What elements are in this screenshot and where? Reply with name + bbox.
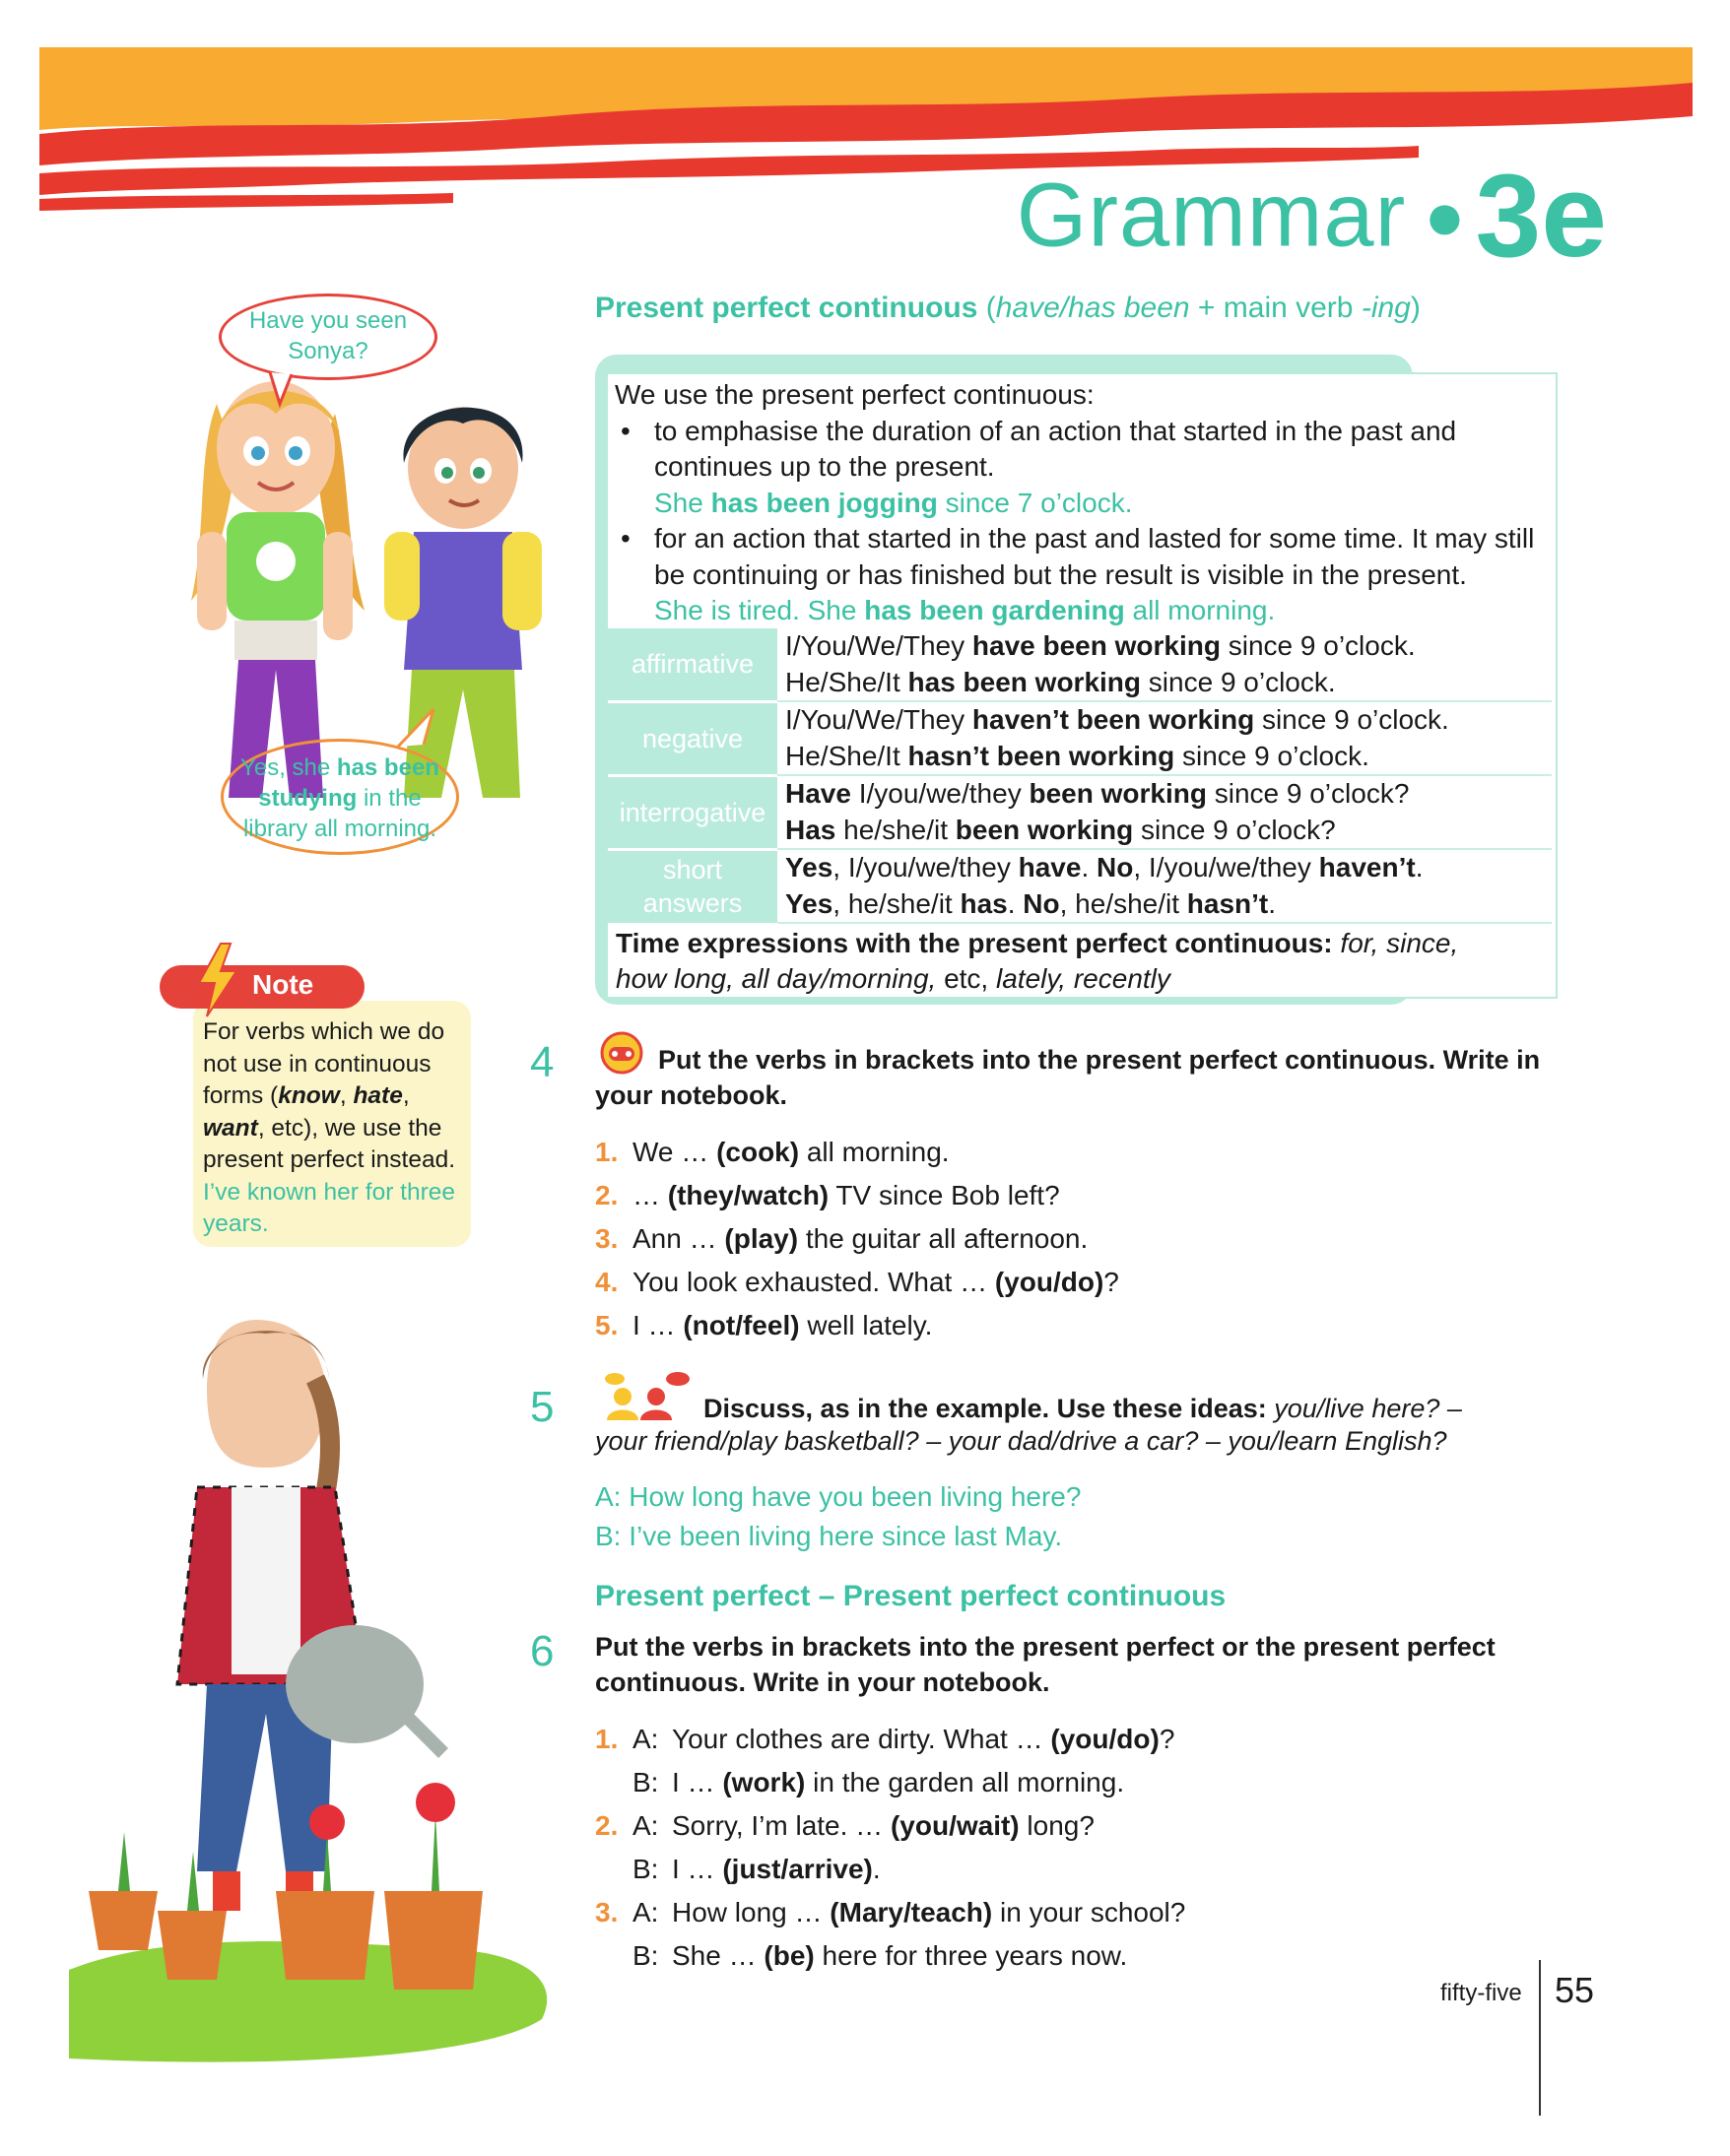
ex6-item-1-speaker: A:: [632, 1724, 659, 1754]
sa2-e: No: [1023, 887, 1060, 919]
ex6-item-1-a: Your clothes are dirty. What …: [672, 1724, 1051, 1754]
grammar-intro: We use the present perfect continuous:: [615, 379, 1095, 410]
negative-line-1: [785, 702, 1552, 739]
ex6-item-2-a: I …: [672, 1767, 723, 1797]
sa1-f: , I/you/we/they: [1133, 852, 1319, 882]
two-kids-illustration: [177, 374, 562, 798]
exercise-6-instruction: Put the verbs in brackets into the present perfect or the present perfect continuous. Write in your notebook.: [595, 1632, 1496, 1697]
short-answer-forms: [777, 849, 1552, 923]
ex4-item-1-c: all morning.: [799, 1137, 950, 1167]
int1-a: Have: [785, 778, 851, 809]
sa2-a: Yes: [785, 887, 833, 919]
list-item: [595, 1174, 1541, 1217]
sa1-g: haven’t: [1318, 852, 1416, 882]
ex4-item-4-c: ?: [1103, 1267, 1119, 1297]
ex6-item-2-speaker: B:: [632, 1767, 659, 1797]
list-item: [595, 1804, 1541, 1848]
ex4-item-1-a: We …: [632, 1137, 717, 1167]
aff1-a: I/You/We/They: [785, 630, 972, 661]
list-item: [595, 1848, 1541, 1891]
label-short-answers: [608, 849, 777, 923]
sa2-d: .: [1007, 887, 1024, 919]
sa2-b: , he/she/it: [832, 887, 961, 919]
label-interrogative: interrogative: [608, 775, 777, 849]
heading-italic: have/has been: [995, 292, 1190, 324]
int2-c: been working: [955, 814, 1134, 845]
ex4-item-2-num: 2.: [595, 1180, 619, 1210]
ex6-item-4-c: .: [872, 1854, 881, 1884]
table-row-interrogative: [608, 775, 1552, 849]
neg1-c: since 9 o’clock.: [1254, 704, 1449, 735]
list-item: [595, 1131, 1541, 1174]
heading-ing: -ing: [1361, 292, 1411, 324]
ex4-item-5-num: 5.: [595, 1310, 619, 1340]
ex4-item-2-c: TV since Bob left?: [829, 1180, 1060, 1210]
ex5-example-b: B: I’ve been living here since last May.: [595, 1521, 1063, 1551]
bubble2-line1: [224, 752, 456, 783]
grammar-uses: [615, 377, 1551, 629]
time-expr-i2: how long, all day/morning,: [616, 963, 937, 994]
neg1-b: haven’t been working: [971, 704, 1255, 735]
ex4-item-4-a: You look exhausted. What …: [632, 1267, 995, 1297]
label-answers: answers: [642, 888, 743, 919]
aff1-b: have been working: [971, 630, 1221, 661]
ex6-item-6-verb: (be): [764, 1940, 815, 1971]
int1-b: I/you/we/they: [850, 778, 1030, 809]
interrogative-line-2: [785, 813, 1552, 849]
bubble2-c: studying: [258, 785, 358, 812]
section-title-word: Grammar: [1016, 164, 1407, 266]
girl-gardening-illustration: [69, 1300, 562, 2068]
ex5-ideas-1: you/live here? –: [1266, 1394, 1462, 1423]
ex4-item-5-c: well lately.: [799, 1310, 933, 1340]
ex6-item-3-verb: (you/wait): [890, 1810, 1020, 1841]
interrogative-forms: [777, 775, 1552, 849]
heading-mid: + main verb: [1189, 292, 1362, 324]
neg2-b: hasn’t been working: [907, 740, 1175, 771]
note-label: Note: [252, 969, 314, 1000]
ex4-item-4-num: 4.: [595, 1267, 619, 1297]
ex6-item-5-speaker: A:: [632, 1897, 659, 1927]
ex4-item-3-a: Ann …: [632, 1223, 725, 1254]
time-expr-i3: lately, recently: [996, 963, 1170, 994]
exercise-6-list: [595, 1718, 1541, 1978]
list-item: [595, 1934, 1541, 1978]
ex6-item-6-c: here for three years now.: [814, 1940, 1128, 1971]
ex4-item-2-a: …: [632, 1180, 668, 1210]
bubble1-tail-icon: [266, 370, 305, 410]
affirmative-forms: [777, 628, 1552, 701]
ex4-item-3-c: the guitar all afternoon.: [798, 1223, 1089, 1254]
use-1-example: [615, 486, 1551, 522]
list-item: [595, 1891, 1541, 1934]
use-2-example: [615, 593, 1551, 629]
ex6-item-1-num: 1.: [595, 1724, 619, 1754]
sa1-e: No: [1097, 852, 1134, 882]
note-word-know: know: [278, 1082, 340, 1109]
sa1-a: Yes: [785, 852, 833, 882]
ex6-item-5-verb: (Mary/teach): [830, 1897, 993, 1927]
ex4-item-3-num: 3.: [595, 1223, 619, 1254]
use-1-example-bold: has been jogging: [710, 487, 938, 518]
ex6-item-3-a: Sorry, I’m late. …: [672, 1810, 891, 1841]
heading-paren-open: (: [977, 292, 996, 324]
table-row-short-answers: [608, 849, 1552, 923]
section-2-heading: Present perfect – Present perfect continuous: [595, 1580, 1227, 1612]
page-number-word: fifty-five: [1440, 1980, 1522, 2006]
exercise-6-number: 6: [530, 1627, 555, 1675]
ex6-item-5-c: in your school?: [992, 1897, 1186, 1927]
ex4-item-5-verb: (not/feel): [683, 1310, 800, 1340]
use-2-example-bold: has been gardening: [864, 595, 1125, 625]
exercise-4-number: 4: [530, 1038, 555, 1086]
ex6-item-1-verb: (you/do): [1050, 1724, 1160, 1754]
neg1-a: I/You/We/They: [785, 704, 972, 735]
use-2-example-post: all morning.: [1124, 595, 1276, 625]
ex6-item-3-c: long?: [1019, 1810, 1095, 1841]
heading-paren-close: ): [1410, 292, 1421, 324]
ex6-item-6-a: She …: [672, 1940, 765, 1971]
lightning-icon: [193, 942, 242, 1018]
affirmative-line-1: [785, 628, 1552, 665]
bubble1-line1: Have you seen: [248, 307, 408, 334]
neg2-a: He/She/It: [785, 740, 908, 771]
ex5-instr-bold: Discuss, as in the example. Use these ideas:: [703, 1394, 1267, 1423]
note-word-want: want: [203, 1114, 258, 1142]
sa2-h: .: [1268, 887, 1277, 919]
negative-line-2: [785, 739, 1552, 775]
speech-bubble-question-text: [222, 296, 434, 366]
ex6-item-5-num: 3.: [595, 1897, 619, 1927]
time-expr-i1: for, since,: [1332, 928, 1459, 958]
label-short: short: [662, 855, 723, 885]
grammar-heading-title: Present perfect continuous: [595, 292, 978, 324]
bubble2-d: in the: [357, 785, 422, 812]
use-2-example-pre: She is tired. She: [654, 595, 865, 625]
sa1-h: .: [1415, 852, 1424, 882]
bubble2-line3: library all morning.: [242, 816, 437, 842]
note-sep1: ,: [339, 1082, 354, 1109]
ex5-example-a: A: How long have you been living here?: [595, 1481, 1082, 1512]
aff2-b: has been working: [907, 666, 1142, 697]
ex6-item-4-a: I …: [672, 1854, 723, 1884]
bubble2-a: Yes, she: [240, 754, 337, 781]
note-word-hate: hate: [353, 1082, 403, 1109]
time-expressions: [608, 923, 1552, 1001]
short-answer-line-1: [785, 850, 1552, 886]
note-t1: For verbs which we do not use in continuous forms (: [203, 1018, 445, 1109]
note-t2: , etc), we use the present perfect instead.: [203, 1114, 456, 1173]
sa2-c: has: [960, 887, 1008, 919]
negative-forms: [777, 701, 1552, 775]
short-answer-line-2: [785, 886, 1552, 923]
ex6-item-3-num: 2.: [595, 1810, 619, 1841]
title-dot-icon: ●: [1424, 177, 1466, 254]
ex6-item-4-verb: (just/arrive): [722, 1854, 873, 1884]
exercise-5-number: 5: [530, 1383, 555, 1431]
ex4-item-4-verb: (you/do): [994, 1267, 1104, 1297]
section-title: [1017, 148, 1607, 284]
ex4-item-3-verb: (play): [724, 1223, 799, 1254]
int2-b: he/she/it: [835, 814, 956, 845]
time-expr-bold: Time expressions with the present perfect continuous:: [616, 928, 1333, 958]
ex4-item-2-verb: (they/watch): [667, 1180, 830, 1210]
affirmative-line-2: [785, 665, 1552, 701]
use-1-text: • to emphasise the duration of an action that started in the past and continues up to the present.: [615, 414, 1551, 486]
aff2-a: He/She/It: [785, 666, 908, 697]
bubble2-line2: [224, 783, 456, 814]
note-sep2: ,: [402, 1082, 410, 1109]
grammar-heading: [595, 292, 1421, 325]
label-affirmative: affirmative: [608, 628, 777, 701]
table-row-affirmative: [608, 628, 1552, 701]
section-code: 3e: [1475, 150, 1607, 282]
note-text: [203, 1016, 469, 1241]
ex6-item-4-speaker: B:: [632, 1854, 659, 1884]
speech-bubble-answer-text: [224, 742, 456, 844]
aff2-c: since 9 o’clock.: [1141, 666, 1336, 697]
ex6-item-6-speaker: B:: [632, 1940, 659, 1971]
sa1-b: , I/you/we/they: [832, 852, 1019, 882]
sa2-g: hasn’t: [1186, 887, 1269, 919]
ex4-item-5-a: I …: [632, 1310, 684, 1340]
list-item: [595, 1718, 1541, 1761]
list-item: [595, 1217, 1541, 1261]
int2-a: Has: [785, 814, 836, 845]
speech-bubble-question: [219, 294, 437, 380]
grammar-table: [608, 628, 1552, 1001]
exercise-5-instruction: [595, 1391, 1541, 1426]
time-expr-plain: etc,: [936, 963, 996, 994]
use-2-text: • for an action that started in the past and lasted for some time. It may still be continuing or has finished but the result is visible in the present.: [615, 521, 1551, 593]
list-item: [595, 1304, 1541, 1347]
table-row-negative: [608, 701, 1552, 775]
exercise-4-instruction: Put the verbs in brackets into the present perfect continuous. Write in your notebook.: [595, 1045, 1541, 1110]
use-1-example-post: since 7 o’clock.: [937, 487, 1133, 518]
label-negative: negative: [608, 701, 777, 775]
interrogative-line-1: [785, 776, 1552, 813]
ex6-item-1-c: ?: [1159, 1724, 1175, 1754]
exercise-4-list: [595, 1131, 1541, 1347]
page-number: 55: [1555, 1970, 1595, 2010]
table-row-time-expressions: [608, 923, 1552, 1001]
int2-d: since 9 o’clock?: [1133, 814, 1336, 845]
int1-d: since 9 o’clock?: [1206, 778, 1410, 809]
neg2-c: since 9 o’clock.: [1174, 740, 1369, 771]
note-example: I’ve known her for three years.: [203, 1178, 456, 1237]
ex4-item-1-verb: (cook): [716, 1137, 800, 1167]
ex6-item-2-c: in the garden all morning.: [805, 1767, 1125, 1797]
sa2-f: , he/she/it: [1059, 887, 1187, 919]
aff1-c: since 9 o’clock.: [1220, 630, 1416, 661]
list-item: [595, 1261, 1541, 1304]
ex6-item-2-verb: (work): [722, 1767, 806, 1797]
bubble1-line2: Sonya?: [288, 338, 368, 364]
int1-c: been working: [1029, 778, 1207, 809]
page-divider: [1539, 1960, 1541, 2116]
ex6-item-3-speaker: A:: [632, 1810, 659, 1841]
bubble2-b: has been: [336, 754, 439, 781]
sa1-c: have: [1018, 852, 1082, 882]
ex6-item-5-a: How long …: [672, 1897, 831, 1927]
use-1-example-pre: She: [654, 487, 711, 518]
exercise-5-example: [595, 1477, 1081, 1556]
list-item: [595, 1761, 1541, 1804]
ex4-item-1-num: 1.: [595, 1137, 619, 1167]
speech-bubble-answer: [221, 739, 459, 855]
exercise-5-ideas: your friend/play basketball? – your dad/drive a car? – you/learn English?: [595, 1426, 1447, 1456]
sa1-d: .: [1081, 852, 1097, 882]
bubble2-tail-icon: [394, 705, 439, 749]
